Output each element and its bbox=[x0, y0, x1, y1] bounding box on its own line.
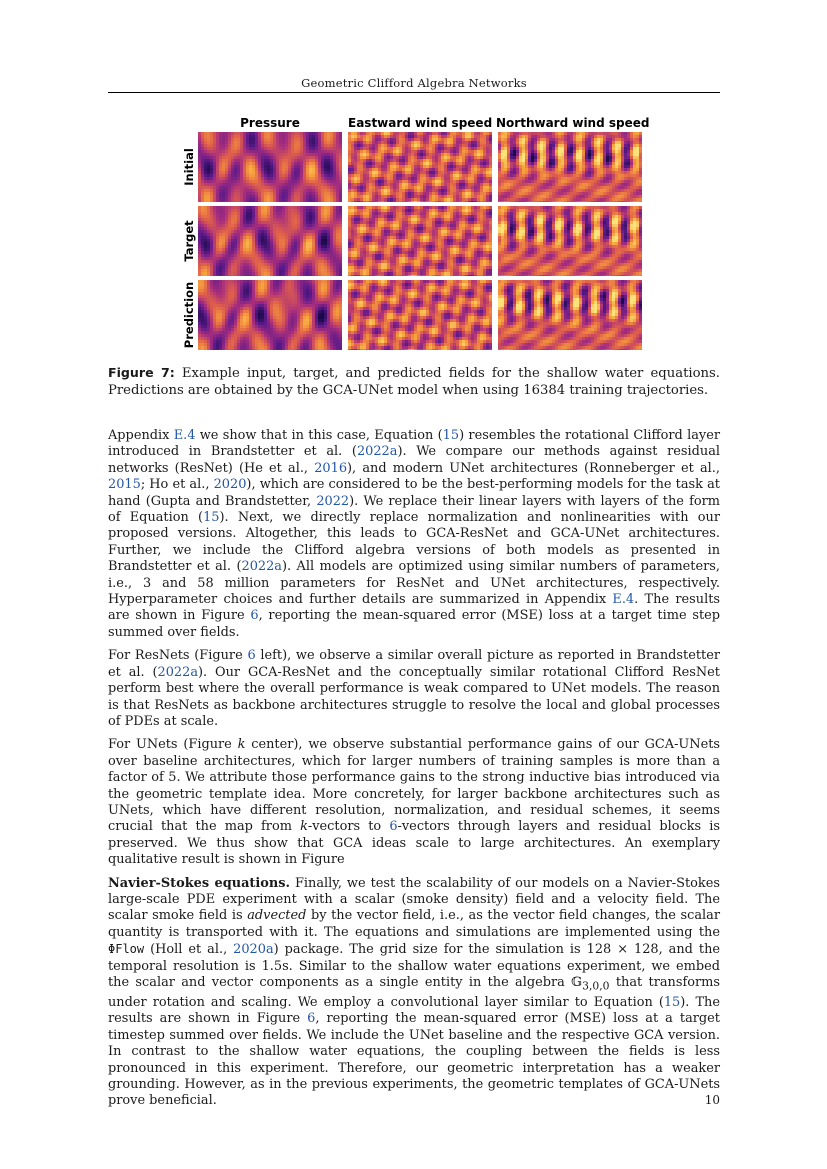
paragraph-2: For ResNets (Figure 6 left), we observe a similar overall picture as reported in Brandstetter et al. (2022a). Our GCA-ResNet and the conceptually similar rotational Clifford ResNet perform best where the overall performance is weak compared to UNet models. The reason is that ResNets as backbone architectures struggle to resolve the local and global processes of PDEs at scale. bbox=[108, 648, 720, 729]
panel-initial-eastward bbox=[348, 132, 492, 202]
field-heatmap bbox=[348, 132, 492, 202]
row-label-prediction: Prediction bbox=[182, 281, 196, 349]
ref-link[interactable]: 15 bbox=[203, 510, 220, 526]
ref-link[interactable]: 2022a bbox=[157, 664, 199, 680]
running-header: Geometric Clifford Algebra Networks bbox=[301, 76, 527, 90]
panel-target-northward bbox=[498, 206, 642, 276]
paragraph-4: Navier-Stokes equations. Finally, we test the scalability of our models on a Navier-Stokes large-scale PDE experiment with a scalar (smoke density) field and a velocity field. The scalar smoke field is advected by the vector field, i.e., as the vector field changes, the scalar quantity is transported with it. The equations and simulations are implemented using the ΦFlow (Holl et al., 2020a) package. The grid size for the simulation is 128 × 128, and the temporal resolution is 1.5s. Similar to the shallow water equations experiment, we embed the scalar and vector components as a single entity in the algebra 𝔾$_{3,0,0}$ that transforms under rotation and scaling. We employ a convolutional layer similar to Equation (15). The results are shown in Figure 6, reporting the mean-squared error (MSE) loss at a target timestep summed over fields. We include the UNet baseline and the respective GCA version. In contrast to the shallow water equations, the coupling between the fields is less pronounced in this experiment. Therefore, our geometric interpretation has a weaker grounding. However, as in the previous experiments, the geometric templates of GCA-UNets prove beneficial. bbox=[108, 875, 721, 1109]
ref-link[interactable]: 2020a bbox=[233, 942, 274, 958]
caption-label: Figure 7: bbox=[108, 365, 175, 380]
row-label-initial: Initial bbox=[182, 148, 196, 186]
code-phiflow: ΦFlow bbox=[108, 942, 145, 957]
algebra-subscript: 3,0,0 bbox=[582, 979, 610, 993]
algebra-symbol: 𝔾 bbox=[571, 975, 583, 990]
ref-link[interactable]: 15 bbox=[442, 428, 460, 443]
body-text bbox=[108, 428, 720, 1117]
column-title-pressure: Pressure bbox=[240, 116, 300, 130]
ref-link[interactable]: 2022 bbox=[316, 493, 350, 509]
field-heatmap bbox=[198, 206, 342, 276]
panel-initial-pressure bbox=[198, 132, 342, 202]
figure bbox=[182, 112, 650, 356]
row-label-target: Target bbox=[182, 220, 196, 262]
paragraph-1: Appendix E.4 we show that in this case, Equation (15) resembles the rotational Clifford layer introduced in Brandstetter et al. (2022a). We compare our methods against residual networks (ResNet) (He et al., 2016), and modern UNet architectures (Ronneberger et al., 2015; Ho et al., 2020), which are considered to be the best-performing models for the task at hand (Gupta and Brandstetter, 2022). We replace their linear layers with layers of the form of Equation (15). Next, we directly replace normalization and nonlinearities with our proposed versions. Altogether, this leads to GCA-ResNet and GCA-UNet architectures. Further, we include the Clifford algebra versions of both models as presented in Brandstetter et al. (2022a). All models are optimized using similar numbers of parameters, i.e., 3 and 58 million parameters for ResNet and UNet architectures, respectively. Hyperparameter choices and further details are summarized in Appendix E.4. The results are shown in Figure 6, reporting the mean-squared error (MSE) loss at a target time step summed over fields. bbox=[108, 428, 721, 640]
figure-caption bbox=[108, 364, 720, 399]
field-heatmap bbox=[198, 280, 342, 350]
field-heatmap bbox=[498, 280, 642, 350]
ref-link[interactable]: 15 bbox=[663, 994, 681, 1010]
field-heatmap bbox=[498, 132, 642, 202]
header-rule bbox=[108, 92, 720, 93]
ref-link[interactable]: 2020 bbox=[213, 477, 247, 493]
ref-link[interactable]: 2015 bbox=[108, 477, 141, 493]
paragraph-heading: Navier-Stokes equations. bbox=[108, 875, 290, 891]
column-title-northward: Northward wind speed bbox=[496, 116, 650, 130]
column-title-eastward: Eastward wind speed bbox=[348, 116, 493, 130]
panel-prediction-eastward bbox=[348, 280, 492, 350]
ref-link[interactable]: 2022a bbox=[241, 559, 282, 575]
ref-link[interactable]: 2022a bbox=[356, 444, 398, 460]
field-heatmap bbox=[498, 206, 642, 276]
page-number: 10 bbox=[704, 1093, 720, 1107]
field-heatmap bbox=[198, 132, 342, 202]
ref-link[interactable]: 2016 bbox=[314, 460, 348, 476]
ref-link[interactable]: 6 bbox=[250, 608, 259, 624]
panel-target-eastward bbox=[348, 206, 492, 276]
ref-link[interactable]: 6 bbox=[307, 1011, 316, 1027]
ref-link[interactable]: E.4 bbox=[173, 428, 196, 443]
ref-link[interactable]: 6 bbox=[389, 819, 398, 835]
caption-text: Example input, target, and predicted fields for the shallow water equations. Predictions are obtained by the GCA-UNet model when using 16384 training trajectories. bbox=[108, 366, 720, 398]
ref-link[interactable]: 6 bbox=[247, 648, 256, 664]
panel-prediction-northward bbox=[498, 280, 642, 350]
field-heatmap bbox=[348, 206, 492, 276]
panel-target-pressure bbox=[198, 206, 342, 276]
paragraph-3: For UNets (Figure k center), we observe substantial performance gains of our GCA-UNets over baseline architectures, which for larger numbers of training samples is more than a factor of 5. We attribute those performance gains to the strong inductive bias introduced via the geometric template idea. More concretely, for larger backbone architectures such as UNets, which have different resolution, normalization, and residual schemes, it seems crucial that the map from k-vectors to 6-vectors through layers and residual blocks is preserved. We thus show that GCA ideas scale to large architectures. An exemplary qualitative result is shown in Figure bbox=[108, 737, 721, 868]
panel-prediction-pressure bbox=[198, 280, 342, 350]
ref-link[interactable]: E.4 bbox=[612, 592, 635, 608]
field-heatmap bbox=[348, 280, 492, 350]
panel-initial-northward bbox=[498, 132, 642, 202]
